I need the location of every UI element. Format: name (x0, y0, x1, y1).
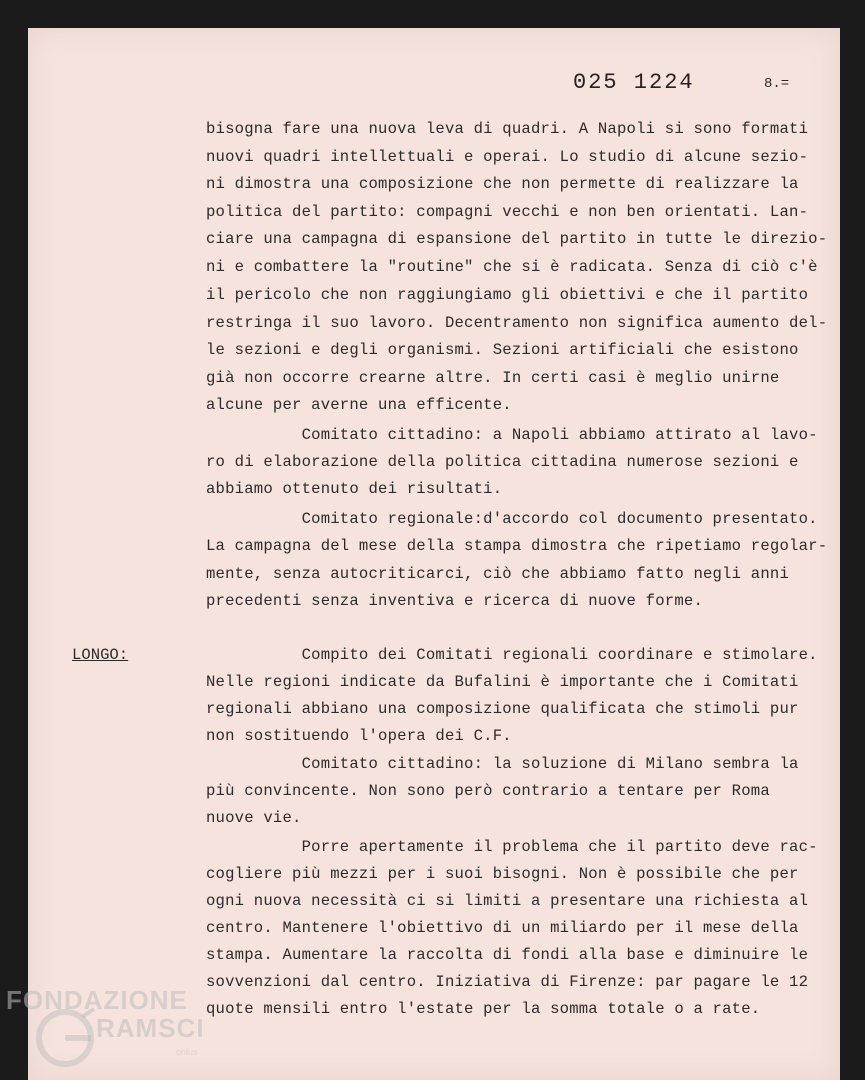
text-line: restringa il suo lavoro. Decentramento non significa aumento del- (206, 314, 828, 332)
text-line: ni e combattere la "routine" che si è radicata. Senza di ciò c'è (206, 258, 818, 276)
watermark-line3: onlus (176, 1047, 198, 1057)
text-line: ro di elaborazione della politica cittadina numerose sezioni e (206, 453, 799, 471)
text-line: abbiamo ottenuto dei risultati. (206, 480, 503, 498)
fondazione-gramsci-watermark (0, 985, 230, 1080)
text-line: politica del partito: compagni vecchi e non ben orientati. Lan- (206, 203, 809, 221)
text-line: Comitato regionale:d'accordo col documento presentato. (206, 510, 818, 528)
text-line: ni dimostra una composizione che non permette di realizzare la (206, 175, 799, 193)
text-line: già non occorre crearne altre. In certi casi è meglio unirne (206, 369, 780, 387)
text-line: ogni nuova necessità ci si limiti a presentare una richiesta al (206, 892, 809, 910)
text-line: precedenti senza inventiva e ricerca di nuove forme. (206, 592, 704, 610)
text-line: centro. Mantenere l'obiettivo di un miliardo per il mese della (206, 919, 799, 937)
text-line: quote mensili entro l'estate per la somma totale o a rate. (206, 1000, 761, 1018)
text-line: regionali abbiano una composizione qualificata che stimoli pur (206, 700, 799, 718)
document-number: 025 1224 (573, 70, 695, 95)
document-page (28, 28, 840, 1080)
text-line: Porre apertamente il problema che il partito deve rac- (206, 838, 818, 856)
text-line: le sezioni e degli organismi. Sezioni artificiali che esistono (206, 341, 799, 359)
gramsci-logo-icon (34, 1007, 96, 1069)
page-number: 8.= (764, 76, 790, 92)
text-line: nuovi quadri intellettuali e operai. Lo studio di alcune sezio- (206, 148, 809, 166)
text-line: Comitato cittadino: la soluzione di Milano sembra la (206, 755, 799, 773)
text-line: stampa. Aumentare la raccolta di fondi alla base e diminuire le (206, 946, 809, 964)
watermark-line2: RAMSCI (96, 1013, 205, 1043)
text-line: più convincente. Non sono però contrario a tentare per Roma (206, 782, 770, 800)
text-line: sovvenzioni dal centro. Iniziativa di Firenze: par pagare le 12 (206, 973, 809, 991)
text-line: nuove vie. (206, 809, 302, 827)
text-line: ciare una campagna di espansione del partito in tutte le direzio- (206, 230, 828, 248)
text-line: il pericolo che non raggiungiamo gli obiettivi e che il partito (206, 286, 809, 304)
text-line: Compito dei Comitati regionali coordinare e stimolare. (206, 646, 818, 664)
text-line: alcune per averne una efficente. (206, 396, 512, 414)
text-line: mente, senza autocriticarci, ciò che abbiamo fatto negli anni (206, 565, 790, 583)
speaker-label: LONGO: (72, 646, 129, 664)
watermark-line1: FONDAZIONE (6, 985, 188, 1015)
text-line: Nelle regioni indicate da Bufalini è importante che i Comitati (206, 673, 799, 691)
text-line: non sostituendo l'opera dei C.F. (206, 727, 512, 745)
text-line: La campagna del mese della stampa dimostra che ripetiamo regolar- (206, 537, 828, 555)
text-line: bisogna fare una nuova leva di quadri. A Napoli si sono formati (206, 120, 809, 138)
page-header (28, 70, 840, 100)
text-line: cogliere più mezzi per i suoi bisogni. Non è possibile che per (206, 865, 799, 883)
text-line: Comitato cittadino: a Napoli abbiamo attirato al lavo- (206, 426, 818, 444)
